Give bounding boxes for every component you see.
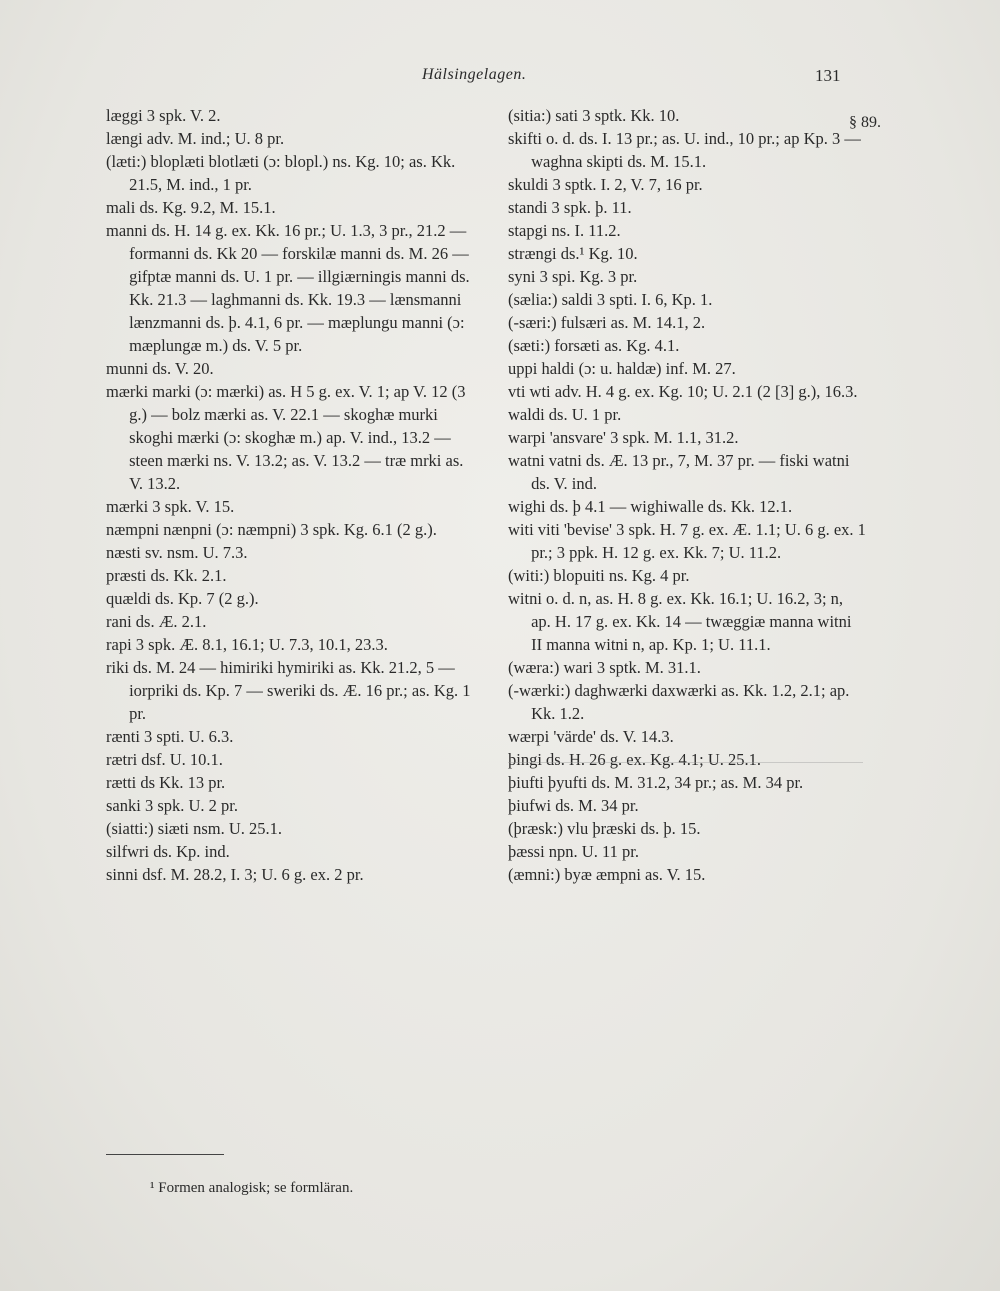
section-mark: § 89. [849, 114, 881, 131]
glossary-entry: (sæti:) forsæti as. Kg. 4.1. [508, 336, 680, 355]
glossary-entry: uppi haldi (ɔ: u. haldæ) inf. M. 27. [508, 359, 736, 378]
glossary-entry: mærki 3 spk. V. 15. [106, 497, 235, 516]
glossary-entry: riki ds. M. 24 — himiriki hymiriki as. Kk. 21.2, 5 — iorpriki ds. Kp. 7 — sweriki ds. Æ. 16 pr.; as. Kg. 1 pr. [106, 658, 471, 723]
glossary-entry: quældi ds. Kp. 7 (2 g.). [106, 589, 259, 608]
glossary-entry: (æmni:) byæ æmpni as. V. 15. [508, 865, 706, 884]
glossary-entry: þiufti þyufti ds. M. 31.2, 34 pr.; as. M. 34 pr. [508, 773, 804, 792]
glossary-entry: præsti ds. Kk. 2.1. [106, 566, 227, 585]
glossary-entry: wighi ds. þ 4.1 — wighiwalle ds. Kk. 12.1. [508, 497, 793, 516]
page-number: 131 [815, 66, 841, 85]
glossary-entry: wærpi 'värde' ds. V. 14.3. [508, 727, 674, 746]
running-head [0, 66, 1000, 90]
glossary-entry: witi viti 'bevise' 3 spk. H. 7 g. ex. Æ. 1.1; U. 6 g. ex. 1 pr.; 3 ppk. H. 12 g. ex. Kk. 7; U. 11.2. [508, 520, 866, 562]
glossary-entry: (sitia:) sati 3 sptk. Kk. 10. [508, 106, 680, 125]
glossary-entry: munni ds. V. 20. [106, 359, 214, 378]
glossary-entry: syni 3 spi. Kg. 3 pr. [508, 267, 638, 286]
glossary-entry: længi adv. M. ind.; U. 8 pr. [106, 129, 285, 148]
glossary-entry: (sælia:) saldi 3 spti. I. 6, Kp. 1. [508, 290, 713, 309]
glossary-entry: þingi ds. H. 26 g. ex. Kg. 4.1; U. 25.1. [508, 750, 761, 769]
glossary-entry: rapi 3 spk. Æ. 8.1, 16.1; U. 7.3, 10.1, 23.3. [106, 635, 388, 654]
glossary-entry: (siatti:) siæti nsm. U. 25.1. [106, 819, 283, 838]
faint-divider [508, 762, 863, 763]
glossary-entry: (læti:) bloplæti blotlæti (ɔ: blopl.) ns. Kg. 10; as. Kk. 21.5, M. ind., 1 pr. [106, 152, 456, 194]
glossary-entry: skuldi 3 sptk. I. 2, V. 7, 16 pr. [508, 175, 703, 194]
glossary-entry: skifti o. d. ds. I. 13 pr.; as. U. ind., 10 pr.; ap Kp. 3 — waghna skipti ds. M. 15.1. [508, 129, 861, 171]
glossary-entry: þæssi npn. U. 11 pr. [508, 842, 639, 861]
glossary-entry: rætri dsf. U. 10.1. [106, 750, 223, 769]
glossary-entry: stapgi ns. I. 11.2. [508, 221, 621, 240]
glossary-entry: (þræsk:) vlu þræski ds. þ. 15. [508, 819, 701, 838]
glossary-entry: rætti ds Kk. 13 pr. [106, 773, 226, 792]
glossary-entry: (-særi:) fulsæri as. M. 14.1, 2. [508, 313, 706, 332]
footnote-rule [106, 1154, 224, 1155]
glossary-entry: standi 3 spk. þ. 11. [508, 198, 632, 217]
glossary-entry: (wæra:) wari 3 sptk. M. 31.1. [508, 658, 701, 677]
glossary-entry: (witi:) blopuiti ns. Kg. 4 pr. [508, 566, 690, 585]
glossary-entry: rani ds. Æ. 2.1. [106, 612, 207, 631]
right-column [508, 104, 866, 886]
glossary-entry: næsti sv. nsm. U. 7.3. [106, 543, 248, 562]
glossary-entry: mærki marki (ɔ: mærki) as. H 5 g. ex. V. 1; ap V. 12 (3 g.) — bolz mærki as. V. 22.1 — skoghæ murki skoghi mærki (ɔ: skoghæ m.) ap. V. ind., 13.2 — steen mærki ns. V. 13.2; as. V. 13.2 — træ mrki as. V. 13.2. [106, 382, 466, 493]
glossary-entry: witni o. d. n, as. H. 8 g. ex. Kk. 16.1; U. 16.2, 3; n, ap. H. 17 g. ex. Kk. 14 — twæggiæ manna witni II manna witni n, ap. Kp. 1; U. 11.1. [508, 589, 852, 654]
glossary-entry: (-wærki:) daghwærki daxwærki as. Kk. 1.2, 2.1; ap. Kk. 1.2. [508, 681, 850, 723]
glossary-entry: mali ds. Kg. 9.2, M. 15.1. [106, 198, 276, 217]
left-column [106, 104, 478, 886]
glossary-entry: þiufwi ds. M. 34 pr. [508, 796, 639, 815]
running-title: Hälsingelagen. [422, 66, 527, 83]
glossary-entry: manni ds. H. 14 g. ex. Kk. 16 pr.; U. 1.3, 3 pr., 21.2 — formanni ds. Kk 20 — forskilæ manni ds. M. 26 — gifptæ manni ds. U. 1 pr. — illgiærningis manni ds. Kk. 21.3 — laghmanni ds. Kk. 19.3 — lænsmanni lænzmanni ds. þ. 4.1, 6 pr. — mæplungu manni (ɔ: mæplungæ m.) ds. V. 5 pr. [106, 221, 470, 355]
footnote: ¹ Formen analogisk; se formläran. [150, 1180, 354, 1196]
glossary-entry: strængi ds.¹ Kg. 10. [508, 244, 638, 263]
glossary-entry: waldi ds. U. 1 pr. [508, 405, 622, 424]
glossary-entry: sanki 3 spk. U. 2 pr. [106, 796, 238, 815]
glossary-entry: rænti 3 spti. U. 6.3. [106, 727, 234, 746]
glossary-entry: watni vatni ds. Æ. 13 pr., 7, M. 37 pr. — fiski watni ds. V. ind. [508, 451, 850, 493]
glossary-entry: læggi 3 spk. V. 2. [106, 106, 221, 125]
glossary-entry: sinni dsf. M. 28.2, I. 3; U. 6 g. ex. 2 pr. [106, 865, 364, 884]
glossary-entry: vti wti adv. H. 4 g. ex. Kg. 10; U. 2.1 (2 [3] g.), 16.3. [508, 382, 858, 401]
glossary-entry: silfwri ds. Kp. ind. [106, 842, 230, 861]
glossary-entry: warpi 'ansvare' 3 spk. M. 1.1, 31.2. [508, 428, 739, 447]
glossary-entry: næmpni nænpni (ɔ: næmpni) 3 spk. Kg. 6.1 (2 g.). [106, 520, 437, 539]
